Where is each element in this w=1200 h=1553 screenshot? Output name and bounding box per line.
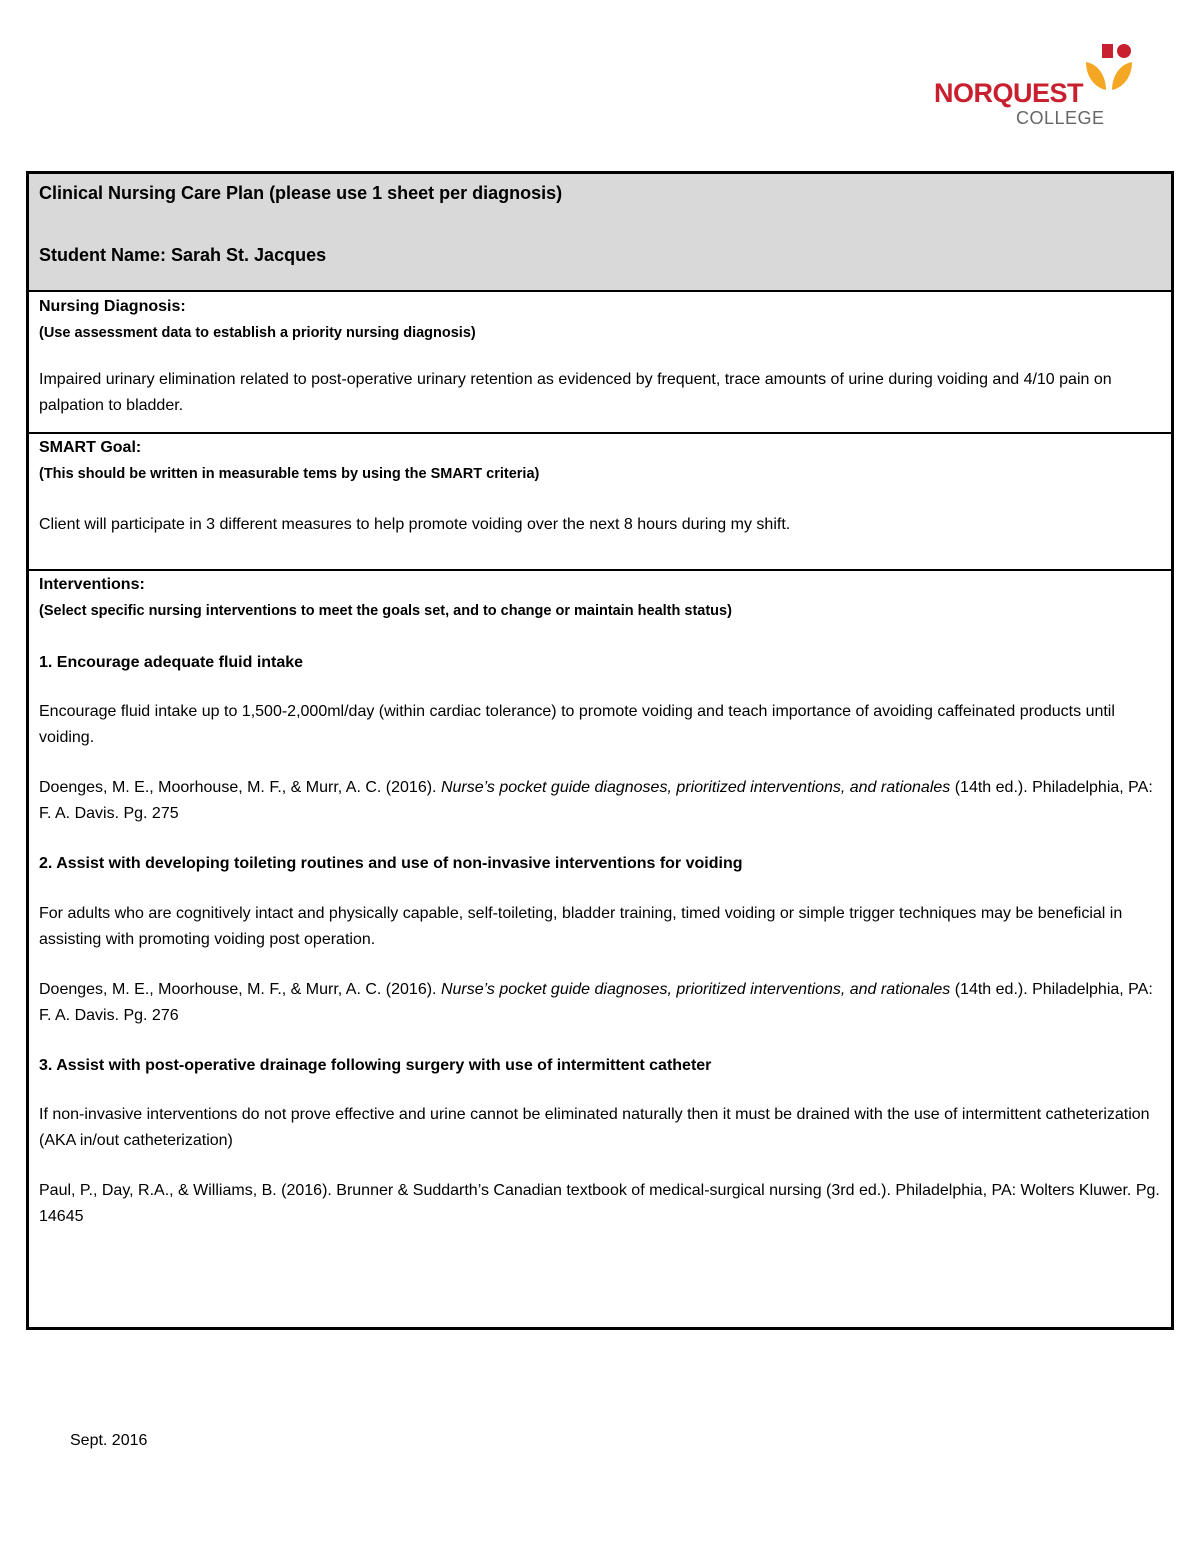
intervention-1-body: Encourage fluid intake up to 1,500-2,000ml/day (within cardiac tolerance) to promote voiding and teach importance of avoiding caffeinated products until voiding.: [39, 703, 1115, 746]
intervention-2-heading: 2. Assist with developing toileting routines and use of non-invasive interventions for voiding: [39, 855, 743, 872]
care-plan-form: [26, 171, 1174, 1330]
norquest-college-logo: [930, 40, 1140, 132]
form-header: [29, 174, 1171, 292]
nursing-diagnosis-section: [29, 292, 1171, 434]
diagnosis-hint: (Use assessment data to establish a priority nursing diagnosis): [39, 325, 476, 341]
footer-date: Sept. 2016: [70, 1432, 148, 1449]
interventions-hint: (Select specific nursing interventions to meet the goals set, and to change or maintain health status): [39, 603, 732, 619]
smart-goal-section: [29, 434, 1171, 571]
intervention-3-heading: 3. Assist with post-operative drainage following surgery with use of intermittent catheter: [39, 1057, 712, 1074]
intervention-2-reference: Doenges, M. E., Moorhouse, M. F., & Murr, A. C. (2016). Nurse’s pocket guide diagnoses, prioritized interventions, and rationales (14th ed.). Philadelphia, PA: F. A. Davis. Pg. 276: [39, 981, 1153, 1024]
interventions-section: [29, 571, 1171, 1327]
intervention-3-body: If non-invasive interventions do not prove effective and urine cannot be eliminated naturally then it must be drained with the use of intermittent catheterization (AKA in/out catheterization): [39, 1106, 1150, 1149]
diagnosis-label: Nursing Diagnosis:: [39, 298, 186, 315]
form-title: Clinical Nursing Care Plan (please use 1 sheet per diagnosis): [39, 183, 563, 203]
intervention-2-body: For adults who are cognitively intact and physically capable, self-toileting, bladder training, timed voiding or simple trigger techniques may be beneficial in assisting with promoting voiding post operation.: [39, 905, 1123, 948]
logo-flame-icon: [1080, 40, 1136, 100]
goal-hint: (This should be written in measurable tems by using the SMART criteria): [39, 466, 540, 482]
intervention-3-reference: Paul, P., Day, R.A., & Williams, B. (2016). Brunner & Suddarth’s Canadian textbook of medical-surgical nursing (3rd ed.). Philadelphia, PA: Wolters Kluwer. Pg. 14645: [39, 1182, 1160, 1225]
intervention-1-reference: Doenges, M. E., Moorhouse, M. F., & Murr, A. C. (2016). Nurse’s pocket guide diagnoses, prioritized interventions, and rationales (14th ed.). Philadelphia, PA: F. A. Davis. Pg. 275: [39, 779, 1153, 822]
student-name: Student Name: Sarah St. Jacques: [39, 245, 327, 265]
logo-subtitle: COLLEGE: [1016, 108, 1105, 128]
interventions-label: Interventions:: [39, 576, 145, 593]
diagnosis-text: Impaired urinary elimination related to post-operative urinary retention as evidenced by frequent, trace amounts of urine during voiding and 4/10 pain on palpation to bladder.: [39, 371, 1112, 414]
reference-title: Nurse’s pocket guide diagnoses, prioritized interventions, and rationales: [440, 981, 951, 998]
intervention-1-heading: 1. Encourage adequate fluid intake: [39, 654, 304, 671]
goal-text: Client will participate in 3 different measures to help promote voiding over the next 8 hours during my shift.: [39, 516, 791, 533]
logo-wordmark: NORQUEST: [934, 78, 1084, 108]
reference-title: Nurse’s pocket guide diagnoses, prioritized interventions, and rationales: [440, 779, 951, 796]
goal-label: SMART Goal:: [39, 439, 142, 456]
